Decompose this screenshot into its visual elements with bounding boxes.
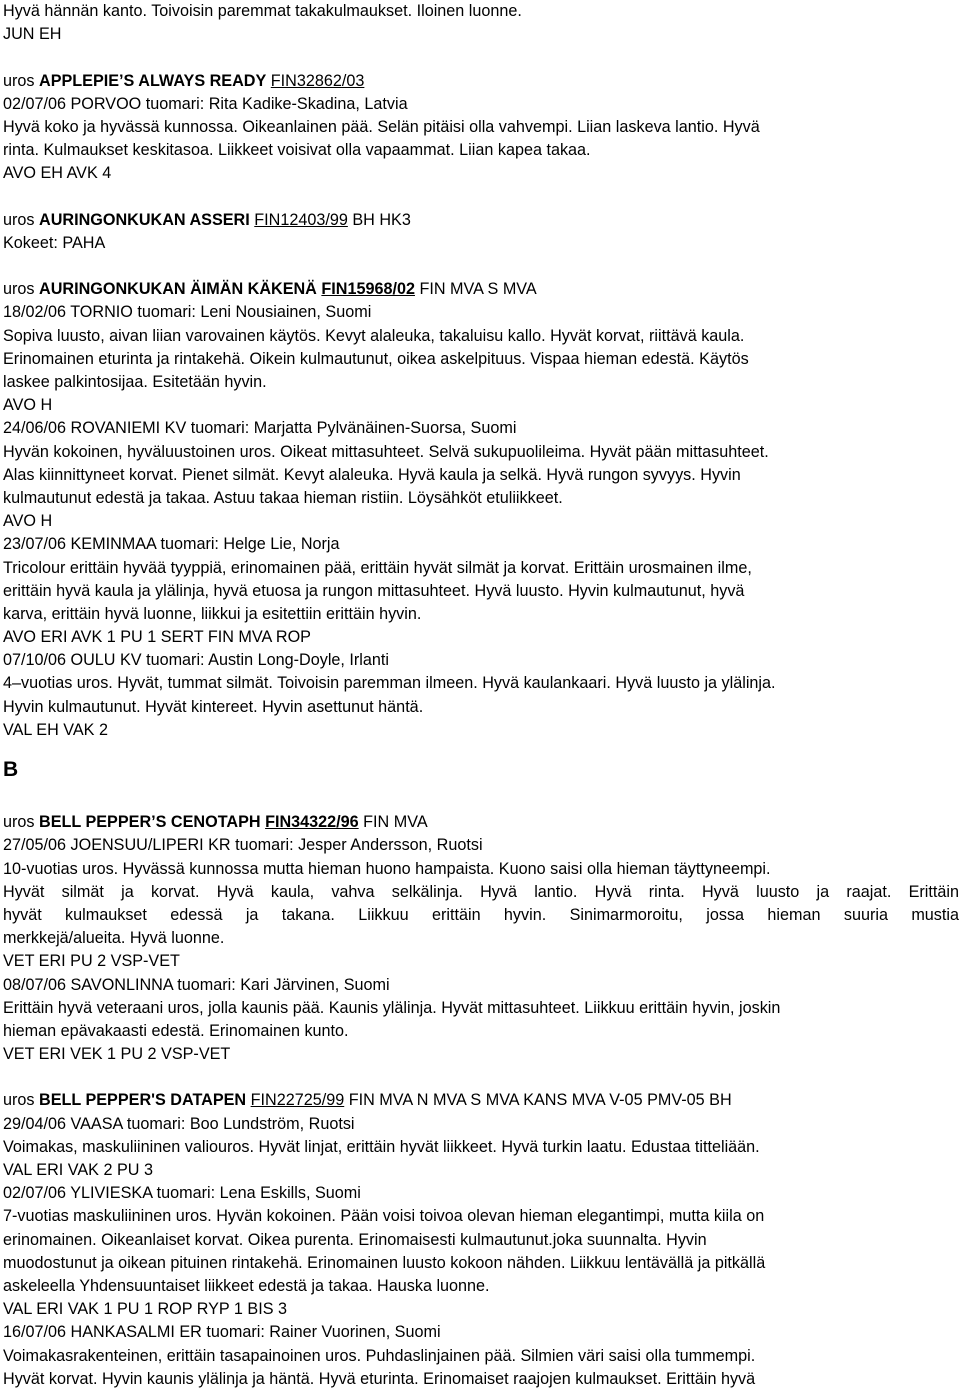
text-line: [3, 23, 959, 46]
text-line: [3, 696, 959, 719]
text-line: [3, 232, 959, 255]
text-line: [3, 139, 959, 162]
text-segment: AVO H: [3, 396, 53, 415]
text-line: [3, 1043, 959, 1066]
text-segment: rinta. Kulmaukset keskitasoa. Liikkeet voisivat olla vapaammat. Liian kapea takaa.: [3, 141, 591, 160]
text-segment: AVO H: [3, 512, 53, 531]
text-segment: 16/07/06 HANKASALMI ER tuomari: Rainer Vuorinen, Suomi: [3, 1323, 441, 1342]
text-segment: Tricolour erittäin hyvää tyyppiä, erinomainen pää, erittäin hyvät silmät ja korvat. Erittäin urosmainen ilme,: [3, 558, 752, 577]
text-line: [3, 719, 959, 742]
text-segment: 24/06/06 ROVANIEMI KV tuomari: Marjatta Pylvänäinen-Suorsa, Suomi: [3, 419, 517, 438]
text-line: [3, 881, 959, 904]
registration-number: FIN15968/02: [321, 280, 415, 299]
text-line: [3, 1345, 959, 1368]
text-line: [3, 557, 959, 580]
text-line: [3, 487, 959, 510]
text-segment: hieman epävakaasti edestä. Erinomainen kunto.: [3, 1021, 349, 1040]
text-line: [3, 70, 959, 93]
text-segment: 02/07/06 PORVOO tuomari: Rita Kadike-Skadina, Latvia: [3, 94, 408, 113]
text-line: [3, 394, 959, 417]
text-line: [3, 974, 959, 997]
text-segment: karva, erittäin hyvä luonne, liikkui ja esitettiin erittäin hyvin.: [3, 604, 422, 623]
text-segment: Sopiva luusto, aivan liian varovainen käytös. Kevyt alaleuka, takaluisu kallo. Hyvät korvat, riittävä kaula.: [3, 326, 745, 345]
blank-line: [3, 1066, 959, 1089]
text-line: [3, 858, 959, 881]
text-segment: askeleella Yhdensuuntaiset liikkeet edestä ja takaa. Hauska luonne.: [3, 1276, 490, 1295]
text-line: [3, 533, 959, 556]
text-segment: FIN MVA: [358, 813, 428, 832]
text-line: [3, 1159, 959, 1182]
text-segment: FIN MVA S MVA: [414, 280, 537, 299]
text-segment: Erittäin hyvä veteraani uros, jolla kaunis pää. Kaunis ylälinja. Hyvät mittasuhteet. Liikkuu erittäin hyvin, joskin: [3, 998, 781, 1017]
text-segment: Hyvät silmät ja korvat. Hyvä kaula, vahva selkälinja. Hyvä lantio. Hyvä rinta. Hyvä luusto ja raajat. Erittäin: [3, 882, 959, 901]
text-line: [3, 116, 959, 139]
text-segment: uros: [3, 280, 39, 299]
dog-name: BELL PEPPER'S DATAPEN: [39, 1091, 247, 1110]
text-line: [3, 1182, 959, 1205]
dog-name: AURINGONKUKAN ÄIMÄN KÄKENÄ: [39, 280, 317, 299]
text-segment: merkkejä/alueita. Hyvä luonne.: [3, 929, 225, 948]
text-segment: erittäin hyvä kaula ja ylälinja, hyvä etuosa ja rungon mittasuhteet. Hyvä luusto. Hyvin kulmautunut, hyvä: [3, 581, 745, 600]
text-line: [3, 626, 959, 649]
text-segment: 02/07/06 YLIVIESKA tuomari: Lena Eskills, Suomi: [3, 1184, 361, 1203]
text-line: [3, 348, 959, 371]
text-line: [3, 162, 959, 185]
text-segment: AVO ERI AVK 1 PU 1 SERT FIN MVA ROP: [3, 628, 311, 647]
text-segment: Erinomainen eturinta ja rintakehä. Oikein kulmautunut, oikea askelpituus. Vispaa hieman edestä. Käytös: [3, 349, 749, 368]
text-segment: Voimakas, maskuliininen valiouros. Hyvät linjat, erittäin hyvät liikkeet. Hyvä turkin laatu. Edustaa titteliään.: [3, 1137, 760, 1156]
text-line: [3, 834, 959, 857]
text-segment: VAL EH VAK 2: [3, 720, 108, 739]
text-segment: hyvät kulmaukset edessä ja takana. Liikkuu erittäin hyvin. Sinimarmoroitu, jossa hieman suuria mustia: [3, 905, 959, 924]
text-segment: laskee palkintosijaa. Esitetään hyvin.: [3, 373, 267, 391]
text-segment: JUN EH: [3, 25, 62, 44]
text-segment: 27/05/06 JOENSUU/LIPERI KR tuomari: Jesper Andersson, Ruotsi: [3, 836, 483, 855]
text-segment: 18/02/06 TORNIO tuomari: Leni Nousiainen, Suomi: [3, 303, 372, 322]
text-line: [3, 1321, 959, 1344]
text-segment: AVO EH AVK 4: [3, 164, 112, 183]
text-segment: kulmautunut edestä ja takaa. Astuu takaa hieman ristiin. Löysähköt etuliikkeet.: [3, 488, 563, 507]
text-segment: uros: [3, 1091, 39, 1110]
blank-line: [3, 46, 959, 69]
text-line: [3, 672, 959, 695]
text-line: [3, 371, 959, 394]
text-segment: Voimakasrakenteinen, erittäin tasapainoinen uros. Puhdaslinjainen pää. Silmien väri saisi olla tummempi.: [3, 1346, 756, 1365]
text-line: [3, 325, 959, 348]
registration-link[interactable]: [321, 280, 415, 298]
text-line: [3, 603, 959, 626]
text-segment: Kokeet: PAHA: [3, 233, 106, 252]
text-line: [3, 904, 959, 927]
text-line: [3, 510, 959, 533]
text-line: [3, 1089, 959, 1112]
text-segment: 7-vuotias maskuliininen uros. Hyvän kokoinen. Pään voisi toivoa olevan hieman elegantimpi, mutta kiila on: [3, 1207, 765, 1226]
text-line: [3, 0, 959, 23]
text-segment: FIN MVA N MVA S MVA KANS MVA V-05 PMV-05 BH: [344, 1091, 732, 1110]
text-segment: Alas kiinnittyneet korvat. Pienet silmät. Kevyt alaleuka. Hyvä kaula ja selkä. Hyvä rungon syvyys. Hyvin: [3, 465, 741, 484]
text-line: [3, 278, 959, 301]
text-line: [3, 1298, 959, 1321]
section-letter-heading: [3, 742, 959, 788]
text-line: [3, 927, 959, 950]
dog-name: APPLEPIE’S ALWAYS READY: [39, 71, 267, 90]
text-segment: erinomainen. Oikeanlaiset korvat. Oikea purenta. Erinomaisesti kulmautunut.joka suunnalta. Hyvin: [3, 1230, 707, 1249]
text-line: [3, 417, 959, 440]
text-segment: uros: [3, 210, 39, 229]
registration-link[interactable]: [265, 813, 359, 831]
text-line: [3, 1205, 959, 1228]
blank-line: [3, 788, 959, 811]
text-line: [3, 209, 959, 232]
registration-number: FIN34322/96: [265, 813, 359, 832]
text-line: [3, 649, 959, 672]
text-segment: VAL ERI VAK 1 PU 1 ROP RYP 1 BIS 3: [3, 1300, 288, 1319]
text-segment: muodostunut ja oikean pituinen rintakehä. Erinomainen luusto kokoon nähden. Liikkuu lentävällä ja pitkällä: [3, 1253, 766, 1272]
text-line: [3, 1275, 959, 1298]
text-line: [3, 997, 959, 1020]
text-segment: 07/10/06 OULU KV tuomari: Austin Long-Doyle, Irlanti: [3, 651, 390, 670]
text-segment: 10-vuotias uros. Hyvässä kunnossa mutta hieman huono hampaista. Kuono saisi olla hieman täyttyneempi.: [3, 859, 771, 878]
text-segment: VET ERI PU 2 VSP-VET: [3, 952, 180, 971]
text-line: [3, 811, 959, 834]
text-segment: Hyvän kokoinen, hyväluustoinen uros. Oikeat mittasuhteet. Selvä sukupuolileima. Hyvät pään mittasuhteet.: [3, 442, 769, 461]
text-line: [3, 441, 959, 464]
text-segment: Hyvä hännän kanto. Toivoisin paremmat takakulmaukset. Iloinen luonne.: [3, 2, 522, 20]
text-segment: B: [3, 758, 19, 781]
text-segment: 23/07/06 KEMINMAA tuomari: Helge Lie, Norja: [3, 535, 340, 554]
text-segment: VET ERI VEK 1 PU 2 VSP-VET: [3, 1045, 231, 1064]
text-segment: 4–vuotias uros. Hyvät, tummat silmät. Toivoisin paremman ilmeen. Hyvä kaulankaari. Hyvä luusto ja ylälinja.: [3, 674, 776, 693]
text-segment: BH HK3: [347, 210, 411, 229]
text-line: [3, 580, 959, 603]
registration-link[interactable]: FIN12403/99: [254, 210, 348, 229]
text-line: [3, 93, 959, 116]
text-line: [3, 1229, 959, 1252]
text-line: [3, 1113, 959, 1136]
text-line: [3, 950, 959, 973]
registration-link[interactable]: FIN32862/03: [270, 71, 365, 90]
blank-line: [3, 255, 959, 278]
text-segment: Hyvät korvat. Hyvin kaunis ylälinja ja häntä. Hyvä eturinta. Erinomaiset raajojen kulmaukset. Erittäin hyvä: [3, 1369, 756, 1388]
text-line: [3, 1136, 959, 1159]
dog-name: AURINGONKUKAN ASSERI: [39, 210, 250, 229]
text-line: [3, 301, 959, 324]
text-segment: 08/07/06 SAVONLINNA tuomari: Kari Järvinen, Suomi: [3, 975, 390, 994]
text-segment: VAL ERI VAK 2 PU 3: [3, 1161, 153, 1179]
dog-name: BELL PEPPER’S CENOTAPH: [39, 813, 261, 832]
text-segment: uros: [3, 71, 39, 90]
text-segment: Hyvin kulmautunut. Hyvät kintereet. Hyvin asettunut häntä.: [3, 697, 424, 716]
document-page: [3, 0, 959, 1391]
blank-line: [3, 186, 959, 209]
text-line: [3, 1252, 959, 1275]
text-line: [3, 1368, 959, 1391]
text-segment: 29/04/06 VAASA tuomari: Boo Lundström, Ruotsi: [3, 1114, 355, 1133]
text-line: [3, 464, 959, 487]
text-line: [3, 1020, 959, 1043]
text-segment: Hyvä koko ja hyvässä kunnossa. Oikeanlainen pää. Selän pitäisi olla vahvempi. Liian laskeva lantio. Hyvä: [3, 117, 760, 136]
registration-link[interactable]: FIN22725/99: [250, 1091, 345, 1110]
text-segment: uros: [3, 813, 39, 832]
